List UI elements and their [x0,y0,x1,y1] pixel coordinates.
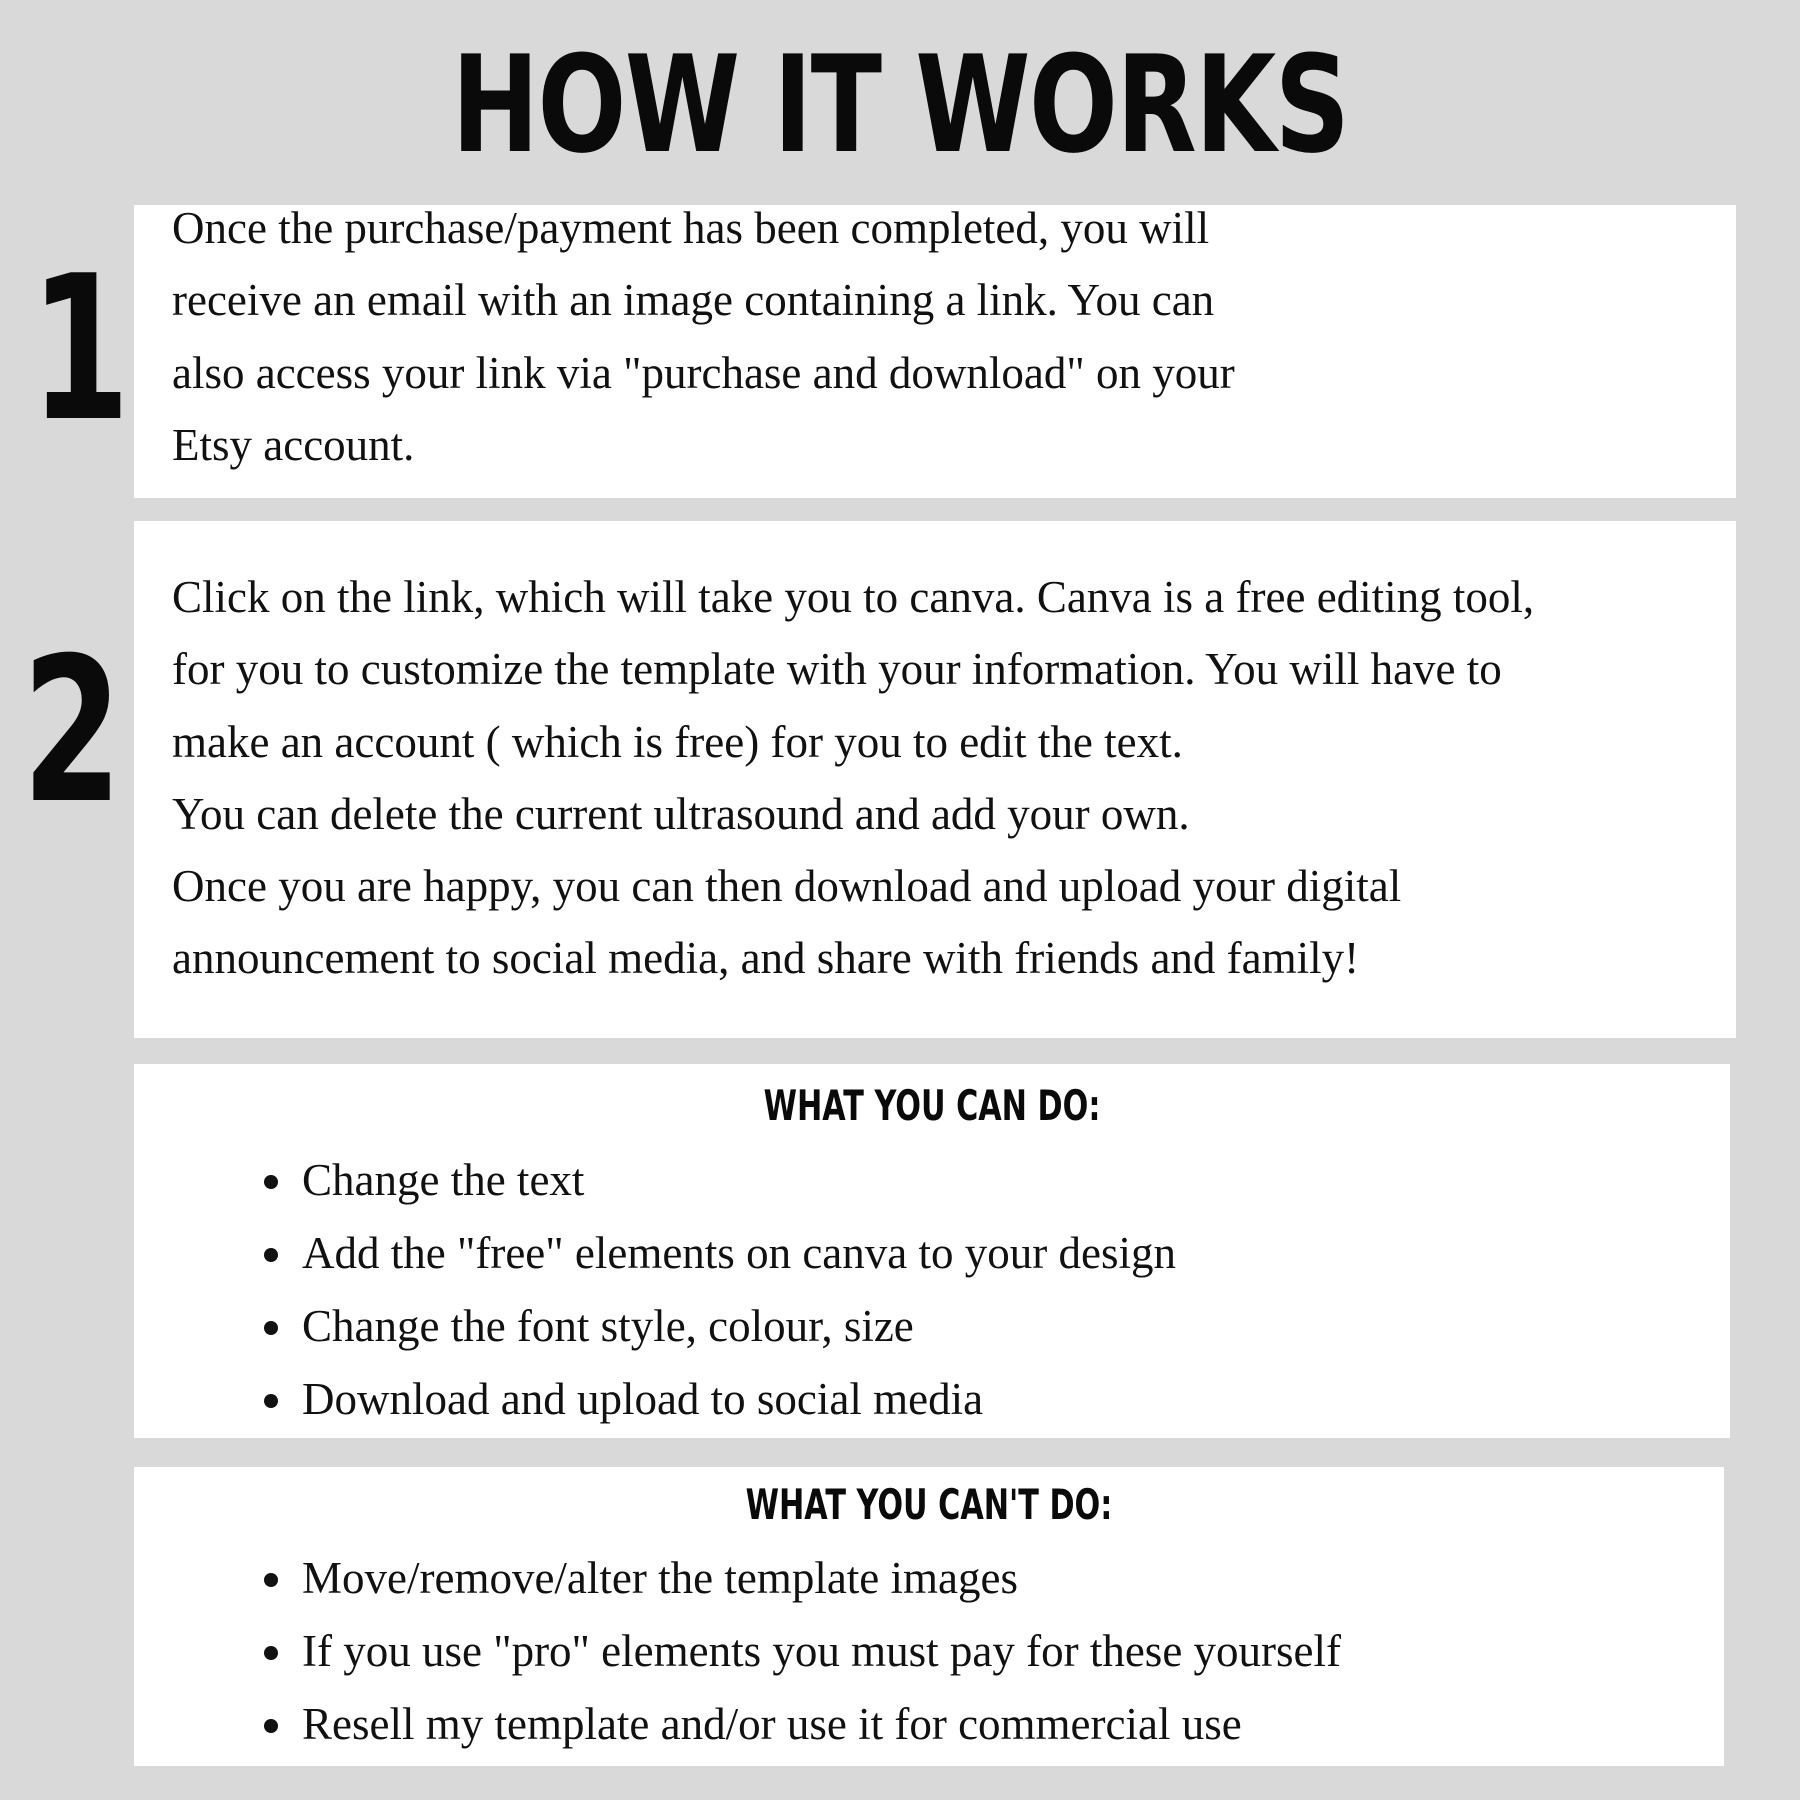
cant-do-list [134,1542,1341,1761]
step-2-line: make an account ( which is free) for you to edit the text. [172,717,1183,767]
list-item [134,1363,1176,1436]
step-1-line: receive an email with an image containing a link. You can [172,275,1215,325]
step-2-line: Click on the link, which will take you to canva. Canva is a free editing tool, [172,572,1535,622]
list-item-text: Add the "free" elements on canva to your design [302,1228,1176,1278]
list-item [134,1144,1176,1217]
list-item [134,1688,1341,1761]
list-item-text: Change the font style, colour, size [302,1301,914,1351]
step-2-card [134,521,1736,1038]
step-2-line: Once you are happy, you can then download and upload your digital [172,861,1402,911]
step-1-line: Etsy account. [172,420,415,470]
step-2-line: for you to customize the template with your information. You will have to [172,644,1502,694]
page-title: HOW IT WORKS [451,27,1349,183]
list-item-text: Change the text [302,1155,585,1205]
list-item-text: Download and upload to social media [302,1374,984,1424]
bullet-icon [264,1646,278,1660]
list-item [134,1217,1176,1290]
step-1-line: also access your link via "purchase and download" on your [172,348,1235,398]
bullet-icon [264,1573,278,1587]
list-item [134,1615,1341,1688]
step-2-line: announcement to social media, and share with friends and family! [172,933,1360,983]
can-do-card [134,1064,1730,1438]
bullet-icon [264,1719,278,1733]
step-2-line: You can delete the current ultrasound and add your own. [172,789,1190,839]
bullet-icon [264,1175,278,1189]
list-item [134,1542,1341,1615]
step-1-number: 1 [30,233,131,466]
cant-do-card [134,1467,1724,1766]
can-do-list [134,1144,1176,1436]
bullet-icon [264,1394,278,1408]
step-1-line: Once the purchase/payment has been completed, you will [172,203,1210,253]
bullet-icon [264,1248,278,1262]
list-item-text: If you use "pro" elements you must pay for these yourself [302,1626,1341,1676]
list-item-text: Resell my template and/or use it for commercial use [302,1699,1242,1749]
step-1-card [134,205,1736,498]
list-item-text: Move/remove/alter the template images [302,1553,1018,1603]
cant-do-heading: WHAT YOU CAN'T DO: [745,1480,1113,1529]
bullet-icon [264,1321,278,1335]
can-do-heading: WHAT YOU CAN DO: [763,1081,1101,1130]
step-2-number: 2 [22,615,123,848]
list-item [134,1290,1176,1363]
